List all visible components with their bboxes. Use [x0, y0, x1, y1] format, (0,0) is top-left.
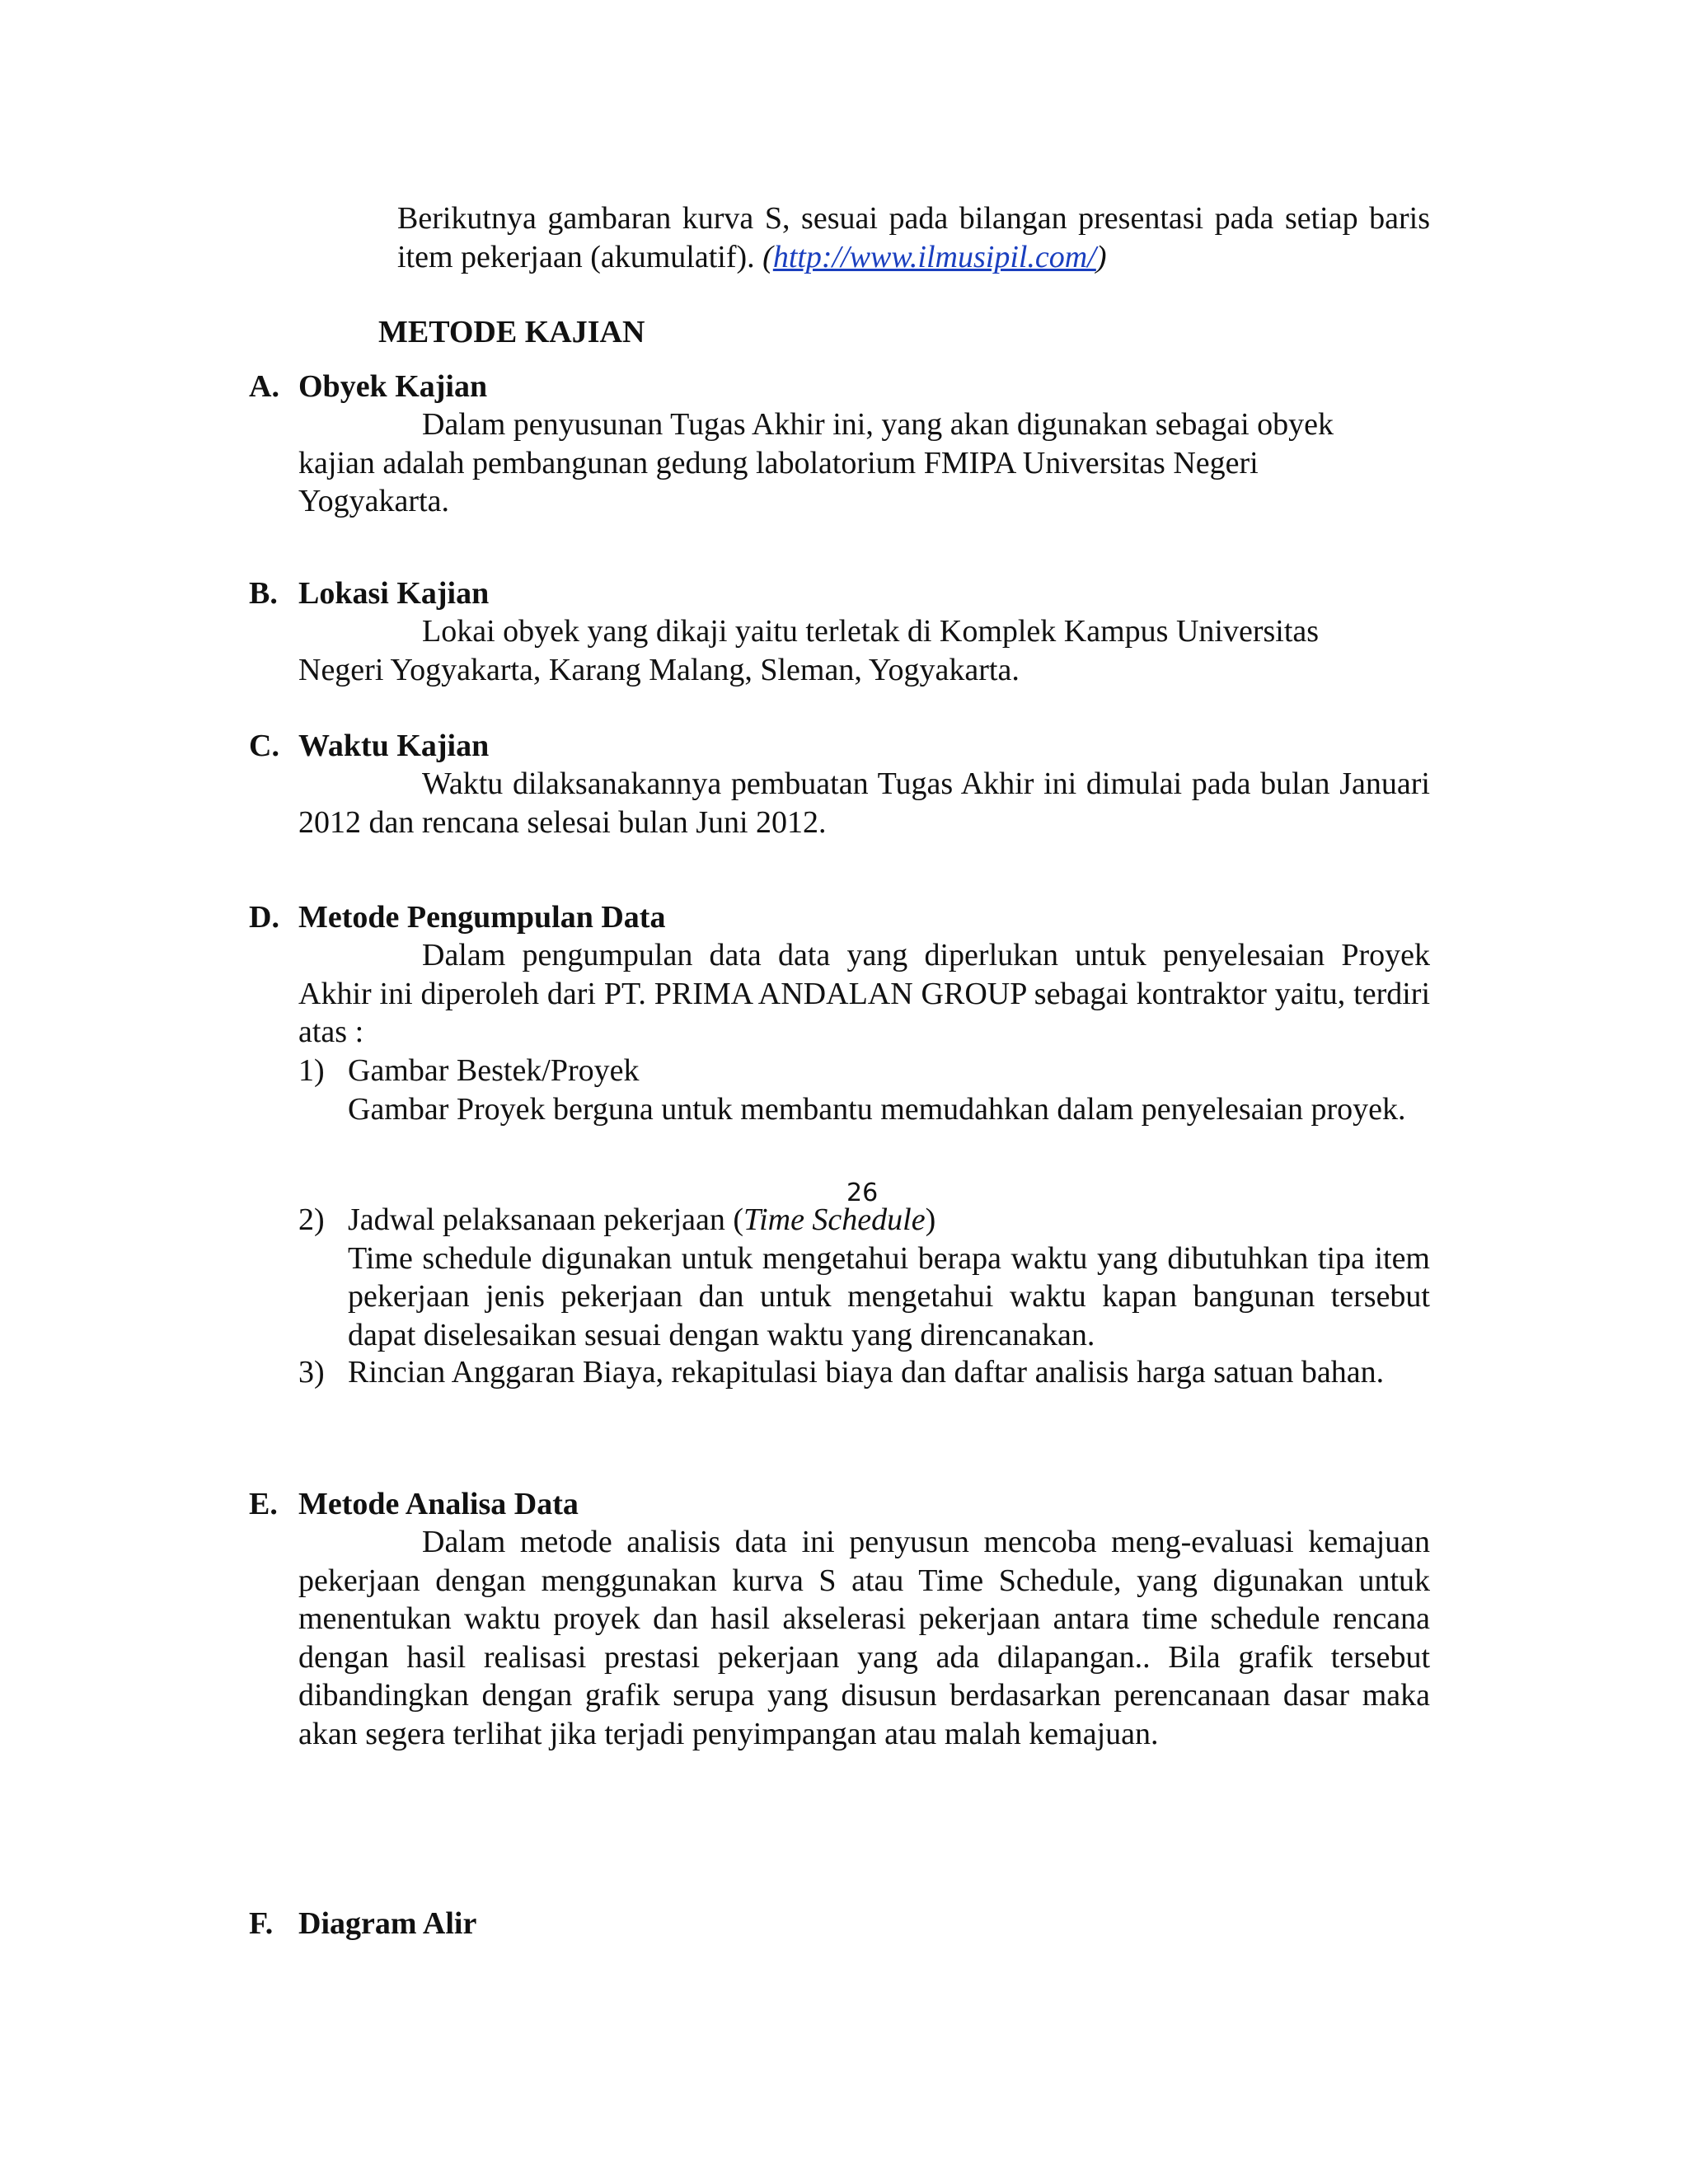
section-f-title: Diagram Alir [298, 1906, 477, 1941]
list-item-2-text: Time schedule digunakan untuk mengetahui berapa waktu yang dibutuhkan tipa item pekerjaan jenis pekerjaan dan untuk mengetahui waktu kapan bangunan tersebut dapat diselesaikan sesuai dengan waktu yang direncanakan. [348, 1240, 1430, 1352]
section-b-text: Lokai obyek yang dikaji yaitu terletak di Komplek Kampus Universitas Negeri Yogyakarta, Karang Malang, Sleman, Yogyakarta. [298, 614, 1320, 687]
list-item-1-text: Gambar Proyek berguna untuk membantu memudahkan dalam penyelesaian proyek. [348, 1091, 1406, 1127]
section-c-label: C. [249, 729, 279, 763]
list-item-3 [298, 1353, 1430, 1432]
list-item-2-title [348, 1201, 1430, 1240]
section-d-label: D. [249, 900, 279, 935]
section-b-title: Lokasi Kajian [298, 576, 490, 611]
section-c-paragraph [298, 765, 1430, 841]
list-item-2-title-em: Time Schedule [743, 1202, 926, 1237]
section-d-paragraph [298, 936, 1430, 1052]
section-b-heading [249, 574, 1444, 612]
section-c-text: Waktu dilaksanakannya pembuatan Tugas Akhir ini dimulai pada bulan Januari 2012 dan rencana selesai bulan Juni 2012. [298, 766, 1430, 840]
list-item-2-title-post: ) [925, 1202, 936, 1237]
list-item-3-text: Rincian Anggaran Biaya, rekapitulasi biaya dan daftar analisis harga satuan bahan. [348, 1355, 1385, 1390]
section-f-heading [249, 1905, 1444, 1943]
section-e-paragraph [298, 1523, 1430, 1753]
intro-paragraph [397, 199, 1430, 276]
section-f-label: F. [249, 1906, 274, 1941]
list-item-1-title: Gambar Bestek/Proyek [348, 1053, 640, 1088]
section-b-paragraph [298, 612, 1386, 689]
intro-text: Berikutnya gambaran kurva S, sesuai pada bilangan presentasi pada setiap baris item pekerjaan (akumulatif). [397, 201, 1430, 274]
section-a-heading [249, 368, 1444, 405]
section-d-title: Metode Pengumpulan Data [298, 900, 666, 935]
list-item-1-number: 1) [298, 1053, 325, 1088]
page-number: 26 [846, 1179, 879, 1207]
intro-link-open: ( [762, 239, 773, 274]
section-a-title: Obyek Kajian [298, 369, 488, 404]
list-item-2-number: 2) [298, 1202, 325, 1237]
section-e-heading [249, 1485, 1444, 1523]
list-item-2 [298, 1201, 1430, 1357]
section-d-text: Dalam pengumpulan data data yang diperlukan untuk penyelesaian Proyek Akhir ini diperoleh dari PT. PRIMA ANDALAN GROUP sebagai kontraktor yaitu, terdiri atas : [298, 938, 1430, 1049]
list-item-2-title-pre: Jadwal pelaksanaan pekerjaan ( [348, 1202, 744, 1237]
section-a-text: Dalam penyusunan Tugas Akhir ini, yang akan digunakan sebagai obyek kajian adalah pembangunan gedung labolatorium FMIPA Universitas Negeri Yogyakarta. [298, 407, 1334, 518]
list-item-3-number: 3) [298, 1355, 325, 1390]
section-a-label: A. [249, 369, 279, 404]
list-item-1 [298, 1052, 1430, 1167]
section-c-heading [249, 727, 1444, 765]
section-c-title: Waktu Kajian [298, 729, 490, 763]
section-e-label: E. [249, 1487, 278, 1521]
section-a-paragraph [298, 405, 1403, 521]
chapter-heading: METODE KAJIAN [378, 315, 645, 349]
source-link[interactable]: http://www.ilmusipil.com/ [772, 239, 1096, 274]
section-d-heading [249, 898, 1444, 936]
section-b-label: B. [249, 576, 278, 611]
intro-link-close: ) [1095, 239, 1107, 274]
section-e-text: Dalam metode analisis data ini penyusun mencoba meng-evaluasi kemajuan pekerjaan dengan menggunakan kurva S atau Time Schedule, yang digunakan untuk menentukan waktu proyek dan hasil akselerasi pekerjaan antara time schedule rencana dengan hasil realisasi prestasi pekerjaan yang ada dilapangan.. Bila grafik tersebut dibandingkan dengan grafik serupa yang disusun berdasarkan perencanaan dasar maka akan segera terlihat jika terjadi penyimpangan atau malah kemajuan. [298, 1525, 1430, 1751]
section-e-title: Metode Analisa Data [298, 1487, 579, 1521]
